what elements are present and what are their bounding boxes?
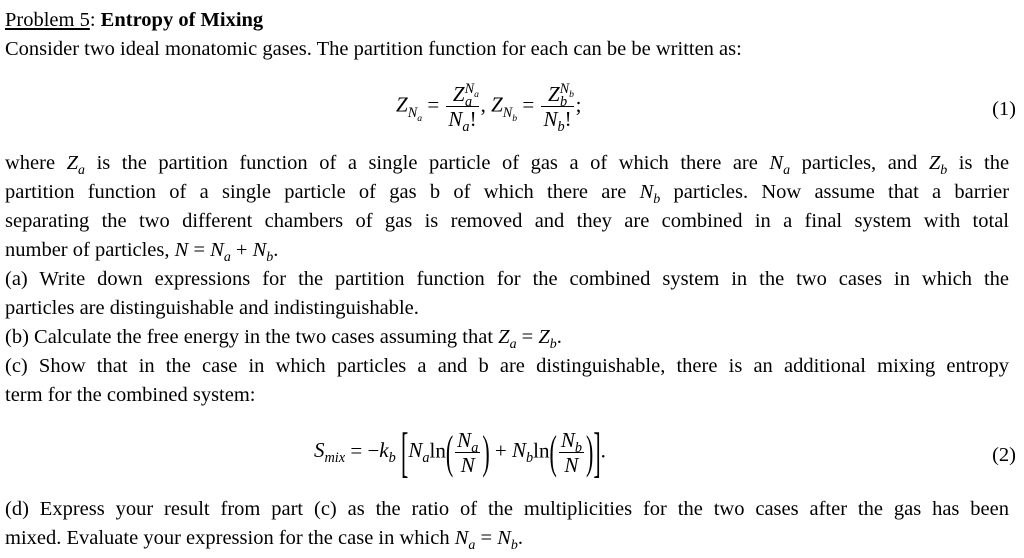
part-b-text: (b) Calculate the free energy in the two cases assuming that $Z_a = Z_b$. (5, 326, 562, 353)
part-d-line-2: mixed. Evaluate your expression for the case in which $N_a = N_b$. (5, 527, 523, 554)
equation-2-number: (2) (992, 444, 1016, 466)
part-a-line-1: (a) Write down expressions for the partition function for the combined system in the two cases in which the (5, 268, 1009, 290)
paragraph-line-1: where $Z_a$ is the partition function of a single particle of gas a of which there are $N_a$ particles, and $Z_b$ is the (5, 152, 1010, 179)
problem-title: Entropy of Mixing (100, 9, 264, 31)
paragraph-line-4: number of particles, $N = N_a + N_b$. (5, 239, 279, 266)
problem-label: Problem 5 (5, 9, 90, 31)
part-c-line-1: (c) Show that in the case in which particles a and b are distinguishable, there is an additional mixing entropy (5, 355, 1009, 377)
paragraph-line-2: partition function of a single particle of gas b of which there are $N_b$ particles. Now assume that a barrier (5, 181, 1010, 208)
part-a-line-2: particles are distinguishable and indistinguishable. (5, 297, 419, 319)
problem-heading (5, 8, 263, 32)
part-c-line-2: term for the combined system: (5, 384, 256, 406)
part-d-line-1: (d) Express your result from part (c) as the ratio of the multiplicities for the two cases after the gas has been (5, 498, 1009, 520)
equation-1-number: (1) (992, 98, 1016, 120)
problem-colon: : (89, 9, 96, 31)
equation-2: $S_{mix} = -k_b$ [$N_a\ln$( $\frac{N_a}{N}$ ) + $N_b\ln$( $\frac{N_b}{N}$ )]. (314, 420, 606, 483)
equation-1: $Z_{N_a}$ = $\frac{Z^{N_a}_a}{N_a!}$ , $Z_{N_b}$ = $\frac{Z^{N_b}_b}{N_b!}$ ; (396, 81, 582, 136)
paragraph-line-3: separating the two different chambers of gas is removed and they are combined in a final system with total (5, 210, 1009, 232)
intro-text: Consider two ideal monatomic gases. The partition function for each can be be written as: (5, 38, 742, 60)
